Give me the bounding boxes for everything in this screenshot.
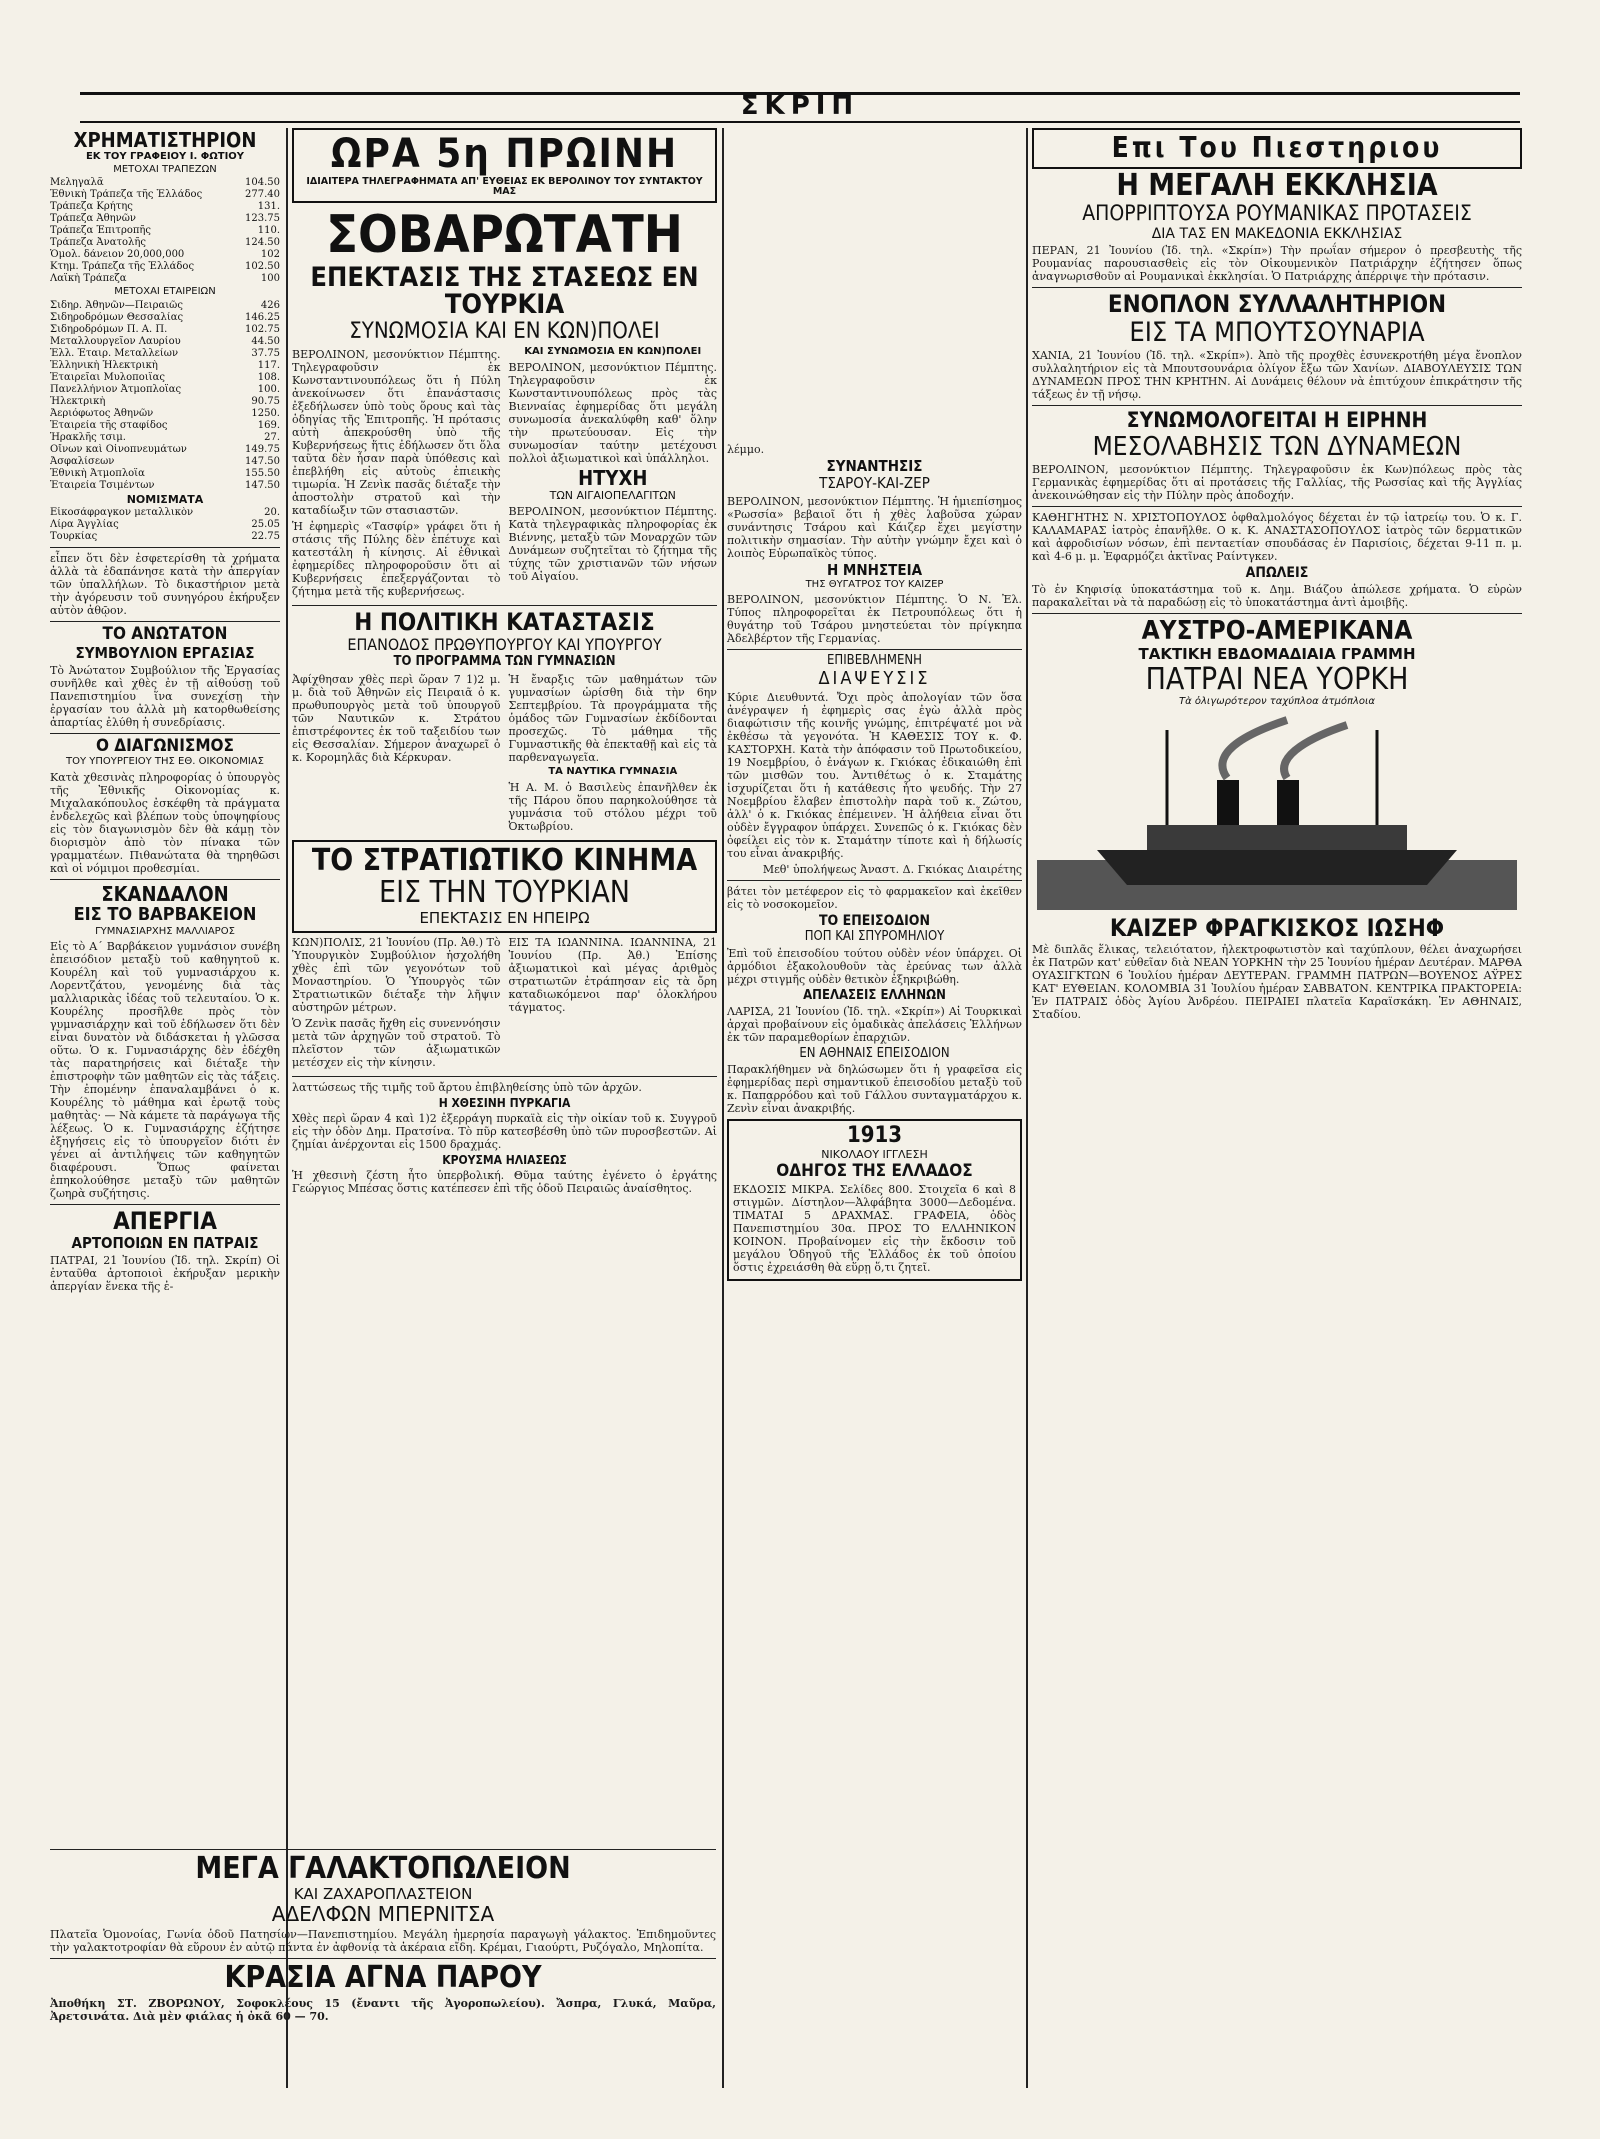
headline: ΣΥΝΑΝΤΗΣΙΣ — [826, 457, 923, 475]
table-row — [50, 420, 280, 432]
table-row — [50, 468, 280, 480]
table-row — [50, 201, 280, 213]
row-value: 102.75 — [245, 323, 280, 335]
table-row — [50, 507, 280, 519]
guide-ad — [727, 1119, 1022, 1281]
table-row — [50, 249, 280, 261]
headline: ΣΥΜΒΟΥΛΙΟΝ ΕΡΓΑΣΙΑΣ — [75, 643, 255, 662]
row-label: Πανελλήνιον Ἀτμοπλοΐας — [50, 383, 182, 395]
article-text: Χθὲς περὶ ὥραν 4 καὶ 1)2 ἐξερράγη πυρκαϊὰ εἰς τὴν οἰκίαν τοῦ κ. Συγγροῦ εἰς τὴν ὁδὸν Δημ. Πρατσίνα. Τὸ πῦρ κατεσβέσθη ὑπὸ τῶν πυροσβεστῶν. Αἱ ζημίαι ἀνέρχονται εἰς 1500 δραχμάς. — [292, 1111, 717, 1151]
row-value: 131. — [257, 201, 280, 213]
divider — [727, 880, 1022, 881]
subheadline: ΤΑ ΝΑΥΤΙΚΑ ΓΥΜΝΑΣΙΑ — [548, 766, 678, 778]
row-value: 20. — [264, 507, 280, 519]
headline: ΕΝΟΠΛΟΝ ΣΥΛΛΑΛΗΤΗΡΙΟΝ — [1107, 290, 1447, 319]
movement-box — [292, 840, 717, 933]
table-row — [50, 261, 280, 273]
subheadline: ΠΟΠ ΚΑΙ ΣΠΥΡΟΜΗΛΙΟΥ — [804, 929, 945, 945]
row-value: 108. — [257, 371, 280, 383]
companies-title: ΜΕΤΟΧΑΙ ΕΤΑΙΡΕΙΩΝ — [114, 286, 216, 298]
headline: ΚΡΟΥΣΜΑ ΗΛΙΑΣΕΩΣ — [442, 1152, 567, 1167]
headline: ΑΠΟΡΡΙΠΤΟΥΣΑ ΡΟΥΜΑΝΙΚΑΣ ΠΡΟΤΑΣΕΙΣ — [1082, 201, 1472, 226]
table-row — [50, 360, 280, 372]
ad-title: ΟΔΗΓΟΣ ΤΗΣ ΕΛΛΑΔΟΣ — [776, 1161, 973, 1181]
headline: ΕΝ ΑΘΗΝΑΙΣ ΕΠΕΙΣΟΔΙΟΝ — [799, 1045, 950, 1061]
banner-title: Επι Του Πιεστηριου — [1111, 131, 1443, 164]
article-text: Ἡ ἔναρξις τῶν μαθημάτων τῶν γυμνασίων ὡρίσθη διὰ τὴν 6ην Σεπτεμβρίου. Τὰ προγράμματα τῆς ὁμάδος τῶν Γυμνασίων ἐκδίδονται προσεχῶς. Τὸ μάθημα τῆς Γυμναστικῆς θὰ ἐπεκταθῇ καὶ εἰς τὰ παρθεναγωγεῖα. — [508, 673, 717, 765]
divider — [50, 1204, 280, 1205]
article-text: Εἰς τὸ Α΄ Βαρβάκειον γυμνάσιον συνέβη ἐπεισόδιον μεταξὺ τοῦ καθηγητοῦ κ. Κουρέλη καὶ τοῦ γυμνασιάρχου κ. Λορεντζάτου, γενομένης διὰ τὰς μαλλιαρικὰς ἰδέας τοῦ τελευταίου. Ὁ κ. Κουρέλης προσῆλθε πρὸς τὸν γυμνασιάρχην καὶ τοῦ ἐδήλωσεν ὅτι δὲν εἶναι δυνατὸν νὰ διδάσκεται ἡ γλῶσσα οὕτω. Ὁ κ. Γυμνασιάρχης δὲν ἐδέχθη τὰς παρατηρήσεις καὶ διέταξε τὴν ἐπιστροφὴν τῶν μαθητῶν εἰς τὰς τάξεις. Τὴν ἐπομένην ἐπαναλαμβάνει ὁ κ. Κουρέλης τὸ μάθημα καὶ ἐρωτᾷ τοὺς μαθητὰς· — Νὰ κάμετε τὰ παράγωγα τῆς λέξεως. Ὁ κ. Γυμνασιάρχης ἐζήτησε ἐξηγήσεις εἰς τὸ ὑπουργεῖον διότι ἐν γένει αἱ ἀντιλήψεις τῶν καθηγητῶν διαφέρουσι. Ὅπως φαίνεται ἐπηκολούθησε μεταξὺ τῶν μαθητῶν ζωηρὰ συζήτησις. — [50, 940, 280, 1201]
banner-title: ΩΡΑ 5η ΠΡΩΙΝΗ — [330, 131, 679, 177]
table-row — [50, 237, 280, 249]
table-row — [50, 396, 280, 408]
subheadline: ΚΑΙ ΣΥΝΩΜΟΣΙΑ ΕΝ ΚΩΝ)ΠΟΛΕΙ — [524, 346, 702, 358]
masthead — [80, 92, 1520, 123]
headline: ΤΟ ΕΠΕΙΣΟΔΙΟΝ — [818, 913, 931, 929]
subheadline: ΓΥΜΝΑΣΙΑΡΧΗΣ ΜΑΛΛΙΑΡΟΣ — [95, 925, 235, 937]
table-row — [50, 384, 280, 396]
headline: ΕΙΣ ΤΟ ΒΑΡΒΑΚΕΙΟΝ — [73, 904, 257, 926]
ship-funnel — [1217, 780, 1239, 825]
ship-smoke — [1222, 720, 1347, 778]
market-subtitle: ΕΚ ΤΟΥ ΓΡΑΦΕΙΟΥ Ι. ΦΩΤΙΟΥ — [85, 151, 245, 163]
article-text: λαττώσεως τῆς τιμῆς τοῦ ἄρτου ἐπιβληθείσης ὑπὸ τῶν ἀρχῶν. — [292, 1080, 642, 1094]
ad-text: ΕΚΔΟΣΙΣ ΜΙΚΡΑ. Σελίδες 800. Στοιχεῖα 6 καὶ 8 στιγμῶν. Δίστηλον—Ἀλφάβητα 3000—Δεδομένα. ΤΙΜΑΤΑΙ 5 ΔΡΑΧΜΑΣ. ΓΡΑΦΕΙΑ, ὁδὸς Πανεπιστημίου 30α. ΠΡΟΣ ΤΟ ΕΛΛΗΝΙΚΟΝ ΚΟΙΝΟΝ. Προβαίνομεν εἰς τὴν ἔκδοσιν τοῦ μεγάλου Ὁδηγοῦ τῆς Ἑλλάδος ἐκ τοῦ ὁποίου ὅστις ἐχρειάσθη θὰ εὕρῃ ὅ,τι ζητεῖ. — [733, 1183, 1016, 1275]
ad-subtitle: ΤΑΚΤΙΚΗ ΕΒΔΟΜΑΔΙΑΙΑ ΓΡΑΜΜΗ — [1138, 644, 1416, 663]
coins-title: ΝΟΜΙΣΜΑΤΑ — [126, 492, 204, 506]
row-value: 277.40 — [245, 189, 280, 201]
table-row — [50, 336, 280, 348]
table-row — [50, 225, 280, 237]
ad-title: ΚΡΑΣΙΑ ΑΓΝΑ ΠΑΡΟΥ — [224, 1960, 542, 1996]
row-label: Οἴνων καὶ Οἰνοπνευμάτων — [50, 443, 187, 455]
row-label: Σιδηροδρόμων Θεσσαλίας — [50, 311, 184, 323]
row-label: Τράπεζα Κρήτης — [50, 201, 133, 213]
ad-year: 1913 — [846, 1123, 903, 1149]
signature: Μεθ' ὑπολήψεως Ἀναστ. Δ. Γκιόκας Διαιρέτης — [762, 863, 1022, 876]
row-label: Ἑλληνικὴ Ἠλεκτρικὴ — [50, 359, 158, 371]
article-text: ΚΩΝ)ΠΟΛΙΣ, 21 Ἰουνίου (Πρ. Ἀθ.) Τὸ Ὑπουργικὸν Συμβούλιον ἠσχολήθη χθὲς ἐπὶ τῶν γεγονότων τοῦ Μοναστηρίου. Ὁ Ὑπουργὸς τῶν Στρατιωτικῶν διέταξε τὴν λῆψιν αὐστηρῶν μέτρων. — [292, 935, 501, 1014]
row-label: Σιδηρ. Ἀθηνῶν—Πειραιῶς — [50, 299, 183, 311]
subheadline: ΕΠΕΚΤΑΣΙΣ ΕΝ ΗΠΕΙΡΩ — [419, 908, 590, 927]
shipping-ad — [1032, 618, 1522, 1021]
market-title: ΧΡΗΜΑΤΙΣΤΗΡΙΟΝ — [73, 128, 257, 152]
table-row — [50, 444, 280, 456]
table-row — [50, 189, 280, 201]
article-text: Ἐπὶ τοῦ ἐπεισοδίου τούτου οὐδὲν νέον ὑπάρχει. Οἱ ἀρμόδιοι ἐξακολουθοῦν τὰς ἐρεύνας των ἀλλὰ μέχρι στιγμῆς οὐδὲν θετικὸν ἐξηκριβώθη. — [727, 946, 1022, 986]
subheadline: ΤΟ ΠΡΟΓΡΑΜΜΑ ΤΩΝ ΓΥΜΝΑΣΙΩΝ — [393, 654, 616, 670]
subheadline: ΤΣΑΡΟΥ-ΚΑΙ-ΖΕΡ — [819, 474, 930, 493]
row-value: 117. — [257, 359, 280, 371]
companies-table — [50, 300, 280, 492]
row-value: 44.50 — [251, 335, 280, 347]
headline: ΣΥΝΩΜΟΛΟΓΕΙΤΑΙ Η ΕΙΡΗΝΗ — [1126, 408, 1428, 433]
headline: Η ΠΟΛΙΤΙΚΗ ΚΑΤΑΣΤΑΣΙΣ — [354, 608, 655, 637]
article-columns — [292, 933, 717, 1072]
article-columns — [292, 670, 717, 836]
table-row — [50, 312, 280, 324]
article-text: Παρακλήθημεν νὰ δηλώσωμεν ὅτι ἡ γραφεῖσα εἰς ἐφημερίδας περὶ σημαντικοῦ ἐπεισοδίου μεταξὺ τοῦ κ. Παπαρρόδου καὶ τοῦ Γάλλου συνταγματάρχου κ. Ζενὶν εἶναι ἀνακριβής. — [727, 1063, 1022, 1116]
main-headline-3: ΣΥΝΩΜΟΣΙΑ ΚΑΙ ΕΝ ΚΩΝ)ΠΟΛΕΙ — [349, 318, 660, 344]
ad-route: ΠΑΤΡΑΙ ΝΕΑ ΥΟΡΚΗ — [1145, 661, 1409, 697]
row-label: Μεταλλουργεῖον Λαυρίου — [50, 335, 181, 347]
row-label: Σιδηροδρόμων Π. Α. Π. — [50, 323, 168, 335]
ad-title: ΜΕΓΑ ΓΑΛΑΚΤΟΠΩΛΕΙΟΝ — [195, 1851, 571, 1886]
row-value: 146.25 — [245, 311, 280, 323]
row-label: Ἐθνικὴ Ἀτμοπλοΐα — [50, 467, 145, 479]
masthead-title: ΣΚΡΙΠ — [740, 91, 860, 121]
ad-tagline: Τὰ ὀλιγωρότερον ταχύπλοα ἀτμόπλοια — [1179, 696, 1375, 708]
ad-text: Ἀποθήκη ΣΤ. ΖΒΟΡΩΝΟΥ, Σοφοκλέους 15 (ἔναντι τῆς Ἀγοροπωλείου). Ἄσπρα, Γλυκά, Μαῦρα, Ἀρετσινάτα. Διὰ μὲν φιάλας ἡ ὀκᾶ 60 — 70. — [50, 1996, 716, 2023]
row-label: Ἐθνικὴ Τράπεζα τῆς Ἑλλάδος — [50, 189, 203, 201]
column-rule — [722, 128, 724, 2088]
divider — [50, 1849, 716, 1850]
subheadline: ΤΟΥ ΥΠΟΥΡΓΕΙΟΥ ΤΗΣ ΕΘ. ΟΙΚΟΝΟΜΙΑΣ — [66, 756, 264, 768]
article-text: Τὸ ἐν Κηφισίᾳ ὑποκατάστημα τοῦ κ. Δημ. Βιάζου ἀπώλεσε χρήματα. Ὁ εὑρὼν παρακαλεῖται νὰ τὰ παραδώσῃ εἰς τὸ ὑποκατάστημα ἀντὶ ἀμοιβῆς. — [1032, 583, 1522, 610]
divider — [50, 733, 280, 734]
article-text: ΧΑΝΙΑ, 21 Ἰουνίου (Ἰδ. τηλ. «Σκρίπ»). Ἀπὸ τῆς προχθὲς ἐσυνεκροτήθη μέγα ἔνοπλον συλλαλητήριον εἰς τὰ Μπουτσουνάρια ὀλίγον ἔξω τῶν Χανίων. ΔΙΑΒΟΥΛΕΥΣΙΣ ΤΩΝ ΔΥΝΑΜΕΩΝ ΠΡΟΣ ΤΗΝ ΚΡΗΤΗΝ. Αἱ Δυνάμεις θέλουν νὰ ἐπιτύχουν ἐπικράτησιν τῆς τάξεως ἐν τῇ νήσῳ. — [1032, 349, 1522, 402]
row-value: 102 — [260, 249, 280, 261]
row-value: 426 — [260, 299, 280, 311]
article-text: Ἡ ἐφημερὶς «Τασφίρ» γράφει ὅτι ἡ στάσις τῆς Πύλης δὲν ἐπέτυχε καὶ κατεστάλη ἡ κίνησις. Αἱ ἐθνικαὶ ἐφημερίδες πληροφοροῦσιν ὅτι αἱ Κυβερνήσεις ἐπεξεργάζονται τὸ ζήτημα μετὰ τῆς κυβερνήσεως. — [292, 520, 501, 599]
row-value: 147.50 — [245, 479, 280, 491]
article-columns — [292, 345, 717, 601]
article-text: Ἡ χθεσινὴ ζέστη ἦτο ὑπερβολική. Θῦμα ταύτης ἐγένετο ὁ ἐργάτης Γεώργιος Μπέσας ὅστις κατέπεσεν ἐπὶ τῆς ὁδοῦ Πειραιῶς ἀναίσθητος. — [292, 1169, 717, 1196]
article-text: Τὸ Ἀνώτατον Συμβούλιον τῆς Ἐργασίας συνῆλθε καὶ χθὲς ἐν τῇ αἰθούσῃ τοῦ Πανεπιστημίου ἵνα συνεχίσῃ τὴν ἐργασίαν του ἀλλὰ μὴ κατορθωθείσης ἀπαρτίας ἐλύθη ἡ συνεδρίασις. — [50, 664, 280, 730]
article-text: ΛΑΡΙΣΑ, 21 Ἰουνίου (Ἰδ. τηλ. «Σκρίπ») Αἱ Τουρκικαὶ ἀρχαὶ προβαίνουν εἰς ὁμαδικὰς ἀπελάσεις Ἑλλήνων ἐκ τῶν παραμεθορίων ἐπαρχιῶν. — [727, 1004, 1022, 1044]
headline: Η ΧΘΕΣΙΝΗ ΠΥΡΚΑΓΙΑ — [438, 1095, 571, 1110]
divider — [50, 621, 280, 622]
row-label: Λίρα Ἀγγλίας — [50, 519, 119, 531]
row-value: 147.50 — [245, 455, 280, 467]
column-3 — [727, 440, 1022, 1281]
ship-hull — [1097, 850, 1457, 885]
table-row — [50, 408, 280, 420]
article-text: ΒΕΡΟΛΙΝΟΝ, μεσονύκτιον Πέμπτης. Τηλεγραφοῦσιν ἐκ Κωνσταντινουπόλεως ὅτι ἡ Πύλη ἀνεκοίνωσεν ὅτι ἐπανάστασις ἐξεδήλωσεν ὑπὸ τοὺς ὅρους καὶ τὰς ὁδηγίας τῆς Ἐπιτροπῆς. Ἡ πρότασις αὐτὴ ἀπεκρούσθη ὑπὸ τῆς Κυβερνήσεως ἥτις ἐδήλωσεν ὅτι ὅλα ταῦτα δὲν ἦσαν παρὰ ὑπόθεσις καὶ ἐπεβλήθη εἰς αὐτοὺς ἐπιεικὴς τιμωρία. Ἡ Ζενὶκ πασᾶς διέταξε τὴν ἀποστολὴν στρατοῦ καὶ τὴν καταδίωξιν τῶν στασιαστῶν. — [292, 348, 501, 518]
column-rule — [286, 128, 288, 2088]
article-text: βάτει τὸν μετέφερον εἰς τὸ φαρμακεῖον καὶ ἐκεῖθεν εἰς τὸ νοσοκομεῖον. — [727, 885, 1022, 911]
ad-subtitle: ΚΑΙ ΖΑΧΑΡΟΠΛΑΣΤΕΙΟΝ — [293, 1884, 473, 1903]
article-text: ΕΙΣ ΤΑ ΙΩΑΝΝΙΝΑ. ΙΩΑΝΝΙΝΑ, 21 Ἰουνίου (Πρ. Ἀθ.) Ἐπίσης ἀξιωματικοὶ καὶ μέγας ἀριθμὸς στρατιωτῶν ἐτράπησαν εἰς τὰ ὄρη καταδιωκόμενοι παρ' ὁλοκλήρου τάγματος. — [508, 935, 717, 1014]
subheadline: ΕΠΑΝΟΔΟΣ ΠΡΩΘΥΠΟΥΡΓΟΥ ΚΑΙ ΥΠΟΥΡΓΟΥ — [347, 634, 662, 654]
headline: ΑΠΕΡΓΙΑ — [113, 1207, 217, 1236]
headline: ΔΙΑΨΕΥΣΙΣ — [818, 667, 931, 689]
divider — [1032, 405, 1522, 406]
headline: ΜΕΣΟΛΑΒΗΣΙΣ ΤΩΝ ΔΥΝΑΜΕΩΝ — [1092, 431, 1462, 462]
table-row — [50, 348, 280, 360]
row-value: 110. — [257, 225, 280, 237]
row-label: Εἰκοσάφραγκον μεταλλικὸν — [50, 507, 194, 519]
headline: ΕΠΙΒΕΒΛΗΜΕΝΗ — [827, 653, 922, 669]
table-row — [50, 456, 280, 468]
article-text: Ἡ Α. Μ. ὁ Βασιλεὺς ἐπανῆλθεν ἐκ τῆς Πάρου ὅπου παρηκολούθησε τὰ γυμνάσια τοῦ στόλου μέχρι τοῦ Ὀκτωβρίου. — [508, 780, 717, 833]
headline: Η ΜΕΓΑΛΗ ΕΚΚΛΗΣΙΑ — [1116, 167, 1438, 203]
table-row — [50, 177, 280, 189]
divider — [1032, 613, 1522, 614]
top-banner — [292, 128, 717, 203]
article-text: ΠΑΤΡΑΙ, 21 Ἰουνίου (Ἰδ. τηλ. Σκρίπ) Οἱ ἐνταῦθα ἀρτοποιοὶ ἐκήρυξαν μερικὴν ἀπεργίαν ἕνεκα τῆς ἐ- — [50, 1253, 280, 1293]
divider — [50, 879, 280, 880]
main-headline-2: ΕΠΕΚΤΑΣΙΣ ΤΗΣ ΣΤΑΣΕΩΣ ΕΝ ΤΟΥΡΚΙΑ — [310, 261, 699, 321]
row-value: 100 — [260, 273, 280, 285]
article-text: ΒΕΡΟΛΙΝΟΝ, μεσονύκτιον Πέμπτης. Τηλεγραφοῦσιν ἐκ Κων)πόλεως πρὸς τὰς Γερμανικὰς ἐφημερίδας ὅτι αἱ προτάσεις τῆς Γαλλίας, τῆς Ρωσσίας καὶ τῆς Ἀγγλίας ἀνεκοινώθησαν εἰς τὴν Πύλην πρὸς ἀποδοχήν. — [1032, 463, 1522, 503]
row-value: 124.50 — [245, 237, 280, 249]
subheadline: ΤΩΝ ΑΙΓΑΙΟΠΕΛΑΓΙΤΩΝ — [549, 489, 676, 503]
article-text: ΒΕΡΟΛΙΝΟΝ, μεσονύκτιον Πέμπτης. Ἡ ἡμιεπίσημος «Ρωσσία» βεβαιοῖ ὅτι ἡ χθὲς λαβοῦσα χώραν συνάντησις Τσάρου καὶ Κάιζερ ἔχει μεγίστην πολιτικὴν σημασίαν. Τὴν αὐτὴν γνώμην ἔχει καὶ ὁ λοιπὸς Εὐρωπαϊκὸς τύπος. — [727, 494, 1022, 560]
article-text: Κύριε Διευθυντά. Ὄχι πρὸς ἀπολογίαν τῶν ὅσα ἀνέγραψεν ἡ ἐφημερὶς σας ἐγὼ ἀλλὰ πρὸς διαφώτισιν τῆς κοινῆς γνώμης, ἐπιτρέψατέ μοι νὰ ἐκθέσω τὰ γεγονότα. Ἡ ΚΑΘΕΣΙΣ ΤΟΥ κ. Φ. ΚΑΣΤΟΡΧΗ. Κατὰ τὴν ἀπόφασιν τοῦ Πρωτοδικείου, 19 Νοεμβρίου, ὁ ἐνάγων κ. Γκιόκας ἐδικαιώθη ἐπὶ τῶν μισθῶν του. Ἀντιθέτως ὁ κ. Σταμάτης ἰσχυρίζεται ὅτι ἡ κατάθεσις ἦτο ψευδής. Τὴν 27 Νοεμβρίου ἔλαβεν ἐπιστολὴν παρὰ τοῦ κ. Ζώτου, ἀλλ' ὁ κ. Γκιόκας ἐπέμεινεν. Ἡ ἀλήθεια εἶναι ὅτι οὐδὲν ἔγγραφον ὑπάρχει. Συνεπῶς ὁ κ. Γκιόκας δὲν ὀφείλει εἰς τὸν κ. Σταμάτην τίποτε καὶ ἡ δήλωσίς του εἶναι ἀνακριβής. — [727, 691, 1022, 860]
article-text: ΒΕΡΟΛΙΝΟΝ, μεσονύκτιον Πέμπτης. Κατὰ τηλεγραφικὰς πληροφορίας ἐκ Βιέννης, μεταξὺ τῶν Μοναρχῶν τῶν Δυνάμεων συζητεῖται τὸ ζήτημα τῆς τύχης τῶν χριστιανῶν τῶν νήσων τοῦ Αἰγαίου. — [508, 504, 717, 583]
headline: ΤΟ ΣΤΡΑΤΙΩΤΙΚΟ ΚΙΝΗΜΑ — [311, 842, 698, 878]
row-label: Μεληγαλᾶ — [50, 177, 104, 189]
row-label: Ἑλλ. Ἑταιρ. Μεταλλείων — [50, 347, 179, 359]
article-text: Ὁ Ζενὶκ πασᾶς ἤχθη εἰς συνεννόησιν μετὰ τῶν ἀρχηγῶν τοῦ στρατοῦ. Τὸ πλεῖστον τῶν ἀξιωματικῶν μετέσχεν εἰς τὴν κίνησιν. — [292, 1016, 501, 1069]
divider — [50, 547, 280, 548]
ship-funnel — [1277, 780, 1299, 825]
article-text: εἶπεν ὅτι δὲν ἐσφετερίσθη τὰ χρήματα ἀλλὰ τὰ ἐδαπάνησε κατὰ τὴν ἀπεργίαν τῶν ὑπαλλήλων. Τὸ δικαστήριον μετὰ τὴν ἀγόρευσιν τοῦ συνηγόρου ἐκήρυξεν αὐτὸν ἀθῷον. — [50, 552, 280, 618]
row-value: 1250. — [251, 407, 280, 419]
subheadline: ΤΗΣ ΘΥΓΑΤΡΟΣ ΤΟΥ ΚΑΙΖΕΡ — [805, 578, 944, 590]
ad-subtitle: ΑΔΕΛΦΩΝ ΜΠΕΡΝΙΤΣΑ — [271, 1902, 495, 1927]
column-1 — [50, 128, 280, 1296]
row-label: Ἑταιρεία τῆς σταφίδος — [50, 419, 168, 431]
article-text: ΚΑΘΗΓΗΤΗΣ Ν. ΧΡΙΣΤΟΠΟΥΛΟΣ ὀφθαλμολόγος δέχεται ἐν τῷ ἰατρείῳ του. Ὁ κ. Γ. ΚΑΛΑΜΑΡΑΣ ἰατρὸς ἐπανῆλθε. Ο κ. Κ. ΑΝΑΣΤΑΣΟΠΟΥΛΟΣ ἰατρὸς τῶν δερματικῶν καὶ ἀφροδισίων νόσων, ἐπὶ πενταετίαν σπουδάσας ἐν Παρισίοις, δέχεται 9-11 π. μ. καὶ 4-6 μ. μ. Ἐφαρμόζει ἀκτῖνας Ραίντγκεν. — [1032, 511, 1522, 564]
column-2 — [292, 128, 717, 1198]
row-value: 155.50 — [245, 467, 280, 479]
article-text: ΠΕΡΑΝ, 21 Ἰουνίου (Ἰδ. τηλ. «Σκρίπ») Τὴν πρωΐαν σήμερον ὁ πρεσβευτὴς τῆς Ρουμανίας παρουσιασθεὶς εἰς τὸν Οἰκουμενικὸν Πατριάρχην ἐζήτησεν ὅπως ἀναγνωρισθοῦν αἱ Ρουμανικαὶ ἐκκλησίαι. Ὁ Πατριάρχης ἀπέρριψε τὴν πρότασιν. — [1032, 244, 1522, 284]
row-value: 149.75 — [245, 443, 280, 455]
ad-ship-name: ΚΑΙΖΕΡ ΦΡΑΓΚΙΣΚΟΣ ΙΩΣΗΦ — [1109, 913, 1445, 942]
row-value: 169. — [257, 419, 280, 431]
coins-table — [50, 507, 280, 543]
divider — [292, 605, 717, 606]
article-text: Κατὰ χθεσινὰς πληροφορίας ὁ ὑπουργὸς τῆς Ἐθνικῆς Οἰκονομίας κ. Μιχαλακόπουλος ἐσκέφθη τὰ πράγματα ἐνδελεχῶς καὶ βλέπων τοὺς ὑποψηφίους εἰς τὸν διαγωνισμὸν δὲν θὰ κάμῃ τὸν διορισμὸν ἀπὸ τὸν πίνακα τῶν γραμματέων. Πιθανώτατα θὰ τηρηθῶσι καὶ οἱ νόμιμοι προθεσμίαι. — [50, 770, 280, 875]
headline: ΕΙΣ ΤΗΝ ΤΟΥΡΚΙΑΝ — [379, 875, 630, 911]
main-headline: ΣΟΒΑΡΩΤΑΤΗ — [326, 204, 683, 265]
row-label: Ἠλεκτρικὴ — [50, 395, 106, 407]
table-row — [50, 372, 280, 384]
ad-text: Μὲ διπλᾶς ἕλικας, τελειότατον, ἠλεκτροφωτιστὸν καὶ ταχύπλουν, θέλει ἀναχωρήσει ἐκ Πατρῶν κατ' εὐθεῖαν διὰ ΝΕΑΝ ΥΟΡΚΗΝ τὴν 25 Ἰουνίου ἡμέραν Δευτέραν. ΜΑΡΘΑ ΟΥΑΣΙΓΚΤΩΝ 6 Ἰουλίου ἡμέραν ΔΕΥΤΕΡΑΝ. ΓΡΑΜΜΗ ΠΑΤΡΩΝ—ΒΟΥΕΝΟΣ ΑΫΡΕΣ ΚΑΤ' ΕΥΘΕΙΑΝ. ΚΟΛΟΜΒΙΑ 31 Ἰουλίου ἡμέραν ΣΑΒΒΑΤΟΝ. ΚΕΝΤΡΙΚΑ ΠΡΑΚΤΟΡΕΙΑ: Ἐν ΠΑΤΡΑΙΣ ὁδὸς Ἁγίου Ἀνδρέου. ΠΕΙΡΑΙΕΙ πλατεῖα Καραϊσκάκη. Ἐν ΑΘΗΝΑΙΣ, Σταδίου. — [1032, 943, 1522, 1022]
ship-illustration — [1032, 710, 1522, 910]
column-4 — [1032, 128, 1522, 1024]
table-row — [50, 480, 280, 492]
ship-deck — [1147, 825, 1407, 850]
row-label: Ἡρακλῆς τσιμ. — [50, 431, 126, 443]
headline: Η ΜΝΗΣΤΕΙΑ — [826, 560, 923, 579]
headline: ΑΡΤΟΠΟΙΩΝ ΕΝ ΠΑΤΡΑΙΣ — [71, 1233, 259, 1252]
table-row — [50, 324, 280, 336]
article-text: ΒΕΡΟΛΙΝΟΝ, μεσονύκτιον Πέμπτης. Ὁ Ν. Ἐλ. Τύπος πληροφορεῖται ἐκ Πετρουπόλεως ὅτι ἡ θυγάτηρ τοῦ Τσάρου μνηστεύεται τὸν πρίγκηπα Ἀδελβέρτον τῆς Γερμανίας. — [727, 593, 1022, 646]
headline: ΕΙΣ ΤΑ ΜΠΟΥΤΣΟΥΝΑΡΙΑ — [1129, 316, 1425, 348]
row-label: Λαϊκὴ Τράπεζα — [50, 273, 127, 285]
divider — [292, 1076, 717, 1077]
row-label: Τράπεζα Ἀνατολῆς — [50, 237, 146, 249]
row-label: Ὁμολ. δάνειον 20,000,000 — [50, 249, 185, 261]
headline: ΑΠΕΛΑΣΕΙΣ ΕΛΛΗΝΩΝ — [803, 987, 946, 1003]
row-label: Τράπεζα Ἐπιτροπῆς — [50, 225, 152, 237]
headline: ΗΤΥΧΗ — [578, 465, 648, 490]
row-label: Τράπεζα Ἀθηνῶν — [50, 213, 136, 225]
row-value: 37.75 — [251, 347, 280, 359]
row-value: 104.50 — [245, 177, 280, 189]
ad-text: Πλατεῖα Ὁμονοίας, Γωνία ὁδοῦ Πατησίων—Πανεπιστημίου. Μεγάλη ἡμερησία παραγωγὴ γάλακτος. Ἐπιδημοῦντες τὴν γαλακτοτροφίαν θὰ εὕρουν ἐν αὐτῷ πάντα ἐν ἀφθονίᾳ τὰ ἀκέραια εἴδη. Κρέμαι, Γιαούρτι, Ρυζόγαλο, Μηλοπίτα. — [50, 1928, 716, 1955]
row-value: 100. — [257, 383, 280, 395]
headline: ΤΟ ΑΝΩΤΑΤΟΝ — [102, 624, 228, 645]
table-row — [50, 531, 280, 543]
row-label: Κτημ. Τράπεζα τῆς Ἑλλάδος — [50, 261, 195, 273]
row-label: Ἑταιρεῖαι Μυλοποιΐας — [50, 371, 165, 383]
row-label: Ἀεριόφωτος Ἀθηνῶν — [50, 407, 154, 419]
row-value: 22.75 — [251, 531, 280, 543]
article-text: ΒΕΡΟΛΙΝΟΝ, μεσονύκτιον Πέμπτης. Τηλεγραφοῦσιν ἐκ Κωνσταντινουπόλεως πρὸς τὰς Βιενναίας ἐφημερίδας ὅτι μεγάλη συνωμοσία ἀνεκαλύφθη καθ' ὅλην τὴν πρωτεύουσαν. Εἰς τὴν συνωμοσίαν ταύτην μετέχουσι πολλοὶ ἀξιωματικοὶ καὶ ὑπάλληλοι. — [508, 360, 717, 465]
row-value: 90.75 — [251, 395, 280, 407]
row-value: 123.75 — [245, 213, 280, 225]
table-row — [50, 519, 280, 531]
market-subtitle-2: ΜΕΤΟΧΑΙ ΤΡΑΠΕΖΩΝ — [113, 163, 217, 175]
row-value: 27. — [264, 431, 280, 443]
article-text: Ἀφίχθησαν χθὲς περὶ ὥραν 7 1)2 μ. μ. διὰ τοῦ Ἀθηνῶν εἰς Πειραιᾶ ὁ κ. πρωθυπουργὸς μετὰ τοῦ ὑπουργοῦ τῶν Ναυτικῶν κ. Στράτου ἐπιστρέφοντες ἐκ τοῦ ταξειδίου των εἰς Θεσσαλίαν. Σήμερον ἀναχωρεῖ ὁ κ. Κορομηλᾶς διὰ Κέρκυραν. — [292, 673, 501, 765]
divider — [727, 649, 1022, 650]
headline: ΣΚΑΝΔΑΛΟΝ — [101, 881, 229, 906]
row-value: 102.50 — [245, 261, 280, 273]
table-row — [50, 273, 280, 285]
divider — [50, 1958, 716, 1959]
row-label: Ἑταιρεία Τσιμέντων — [50, 479, 155, 491]
press-banner — [1032, 128, 1522, 169]
article-text: λέμμο. — [727, 443, 765, 456]
row-label: Τουρκίας — [50, 531, 98, 543]
headline: ΑΠΩΛΕΙΣ — [1245, 565, 1309, 582]
table-row — [50, 213, 280, 225]
ad-title: ΑΥΣΤΡΟ-ΑΜΕΡΙΚΑΝΑ — [1141, 616, 1413, 647]
ad-author: ΝΙΚΟΛΑΟΥ ΙΓΓΛΕΣΗ — [821, 1148, 928, 1162]
table-row — [50, 432, 280, 444]
banner-subtitle: ΙΔΙΑΙΤΕΡΑ ΤΗΛΕΓΡΑΦΗΜΑΤΑ ΑΠ' ΕΥΘΕΙΑΣ ΕΚ ΒΕΡΟΛΙΝΟΥ ΤΟΥ ΣΥΝΤΑΚΤΟΥ ΜΑΣ — [306, 175, 703, 197]
banks-table — [50, 177, 280, 285]
column-rule — [1026, 128, 1028, 2088]
divider — [1032, 506, 1522, 507]
divider — [1032, 287, 1522, 288]
bottom-ads — [50, 1845, 716, 2026]
subheadline: ΔΙΑ ΤΑΣ ΕΝ ΜΑΚΕΔΟΝΙΑ ΕΚΚΛΗΣΙΑΣ — [1151, 225, 1403, 242]
row-value: 25.05 — [251, 519, 280, 531]
headline: Ο ΔΙΑΓΩΝΙΣΜΟΣ — [95, 736, 235, 757]
table-row — [50, 300, 280, 312]
row-label: Ἀσφαλίσεων — [50, 455, 115, 467]
